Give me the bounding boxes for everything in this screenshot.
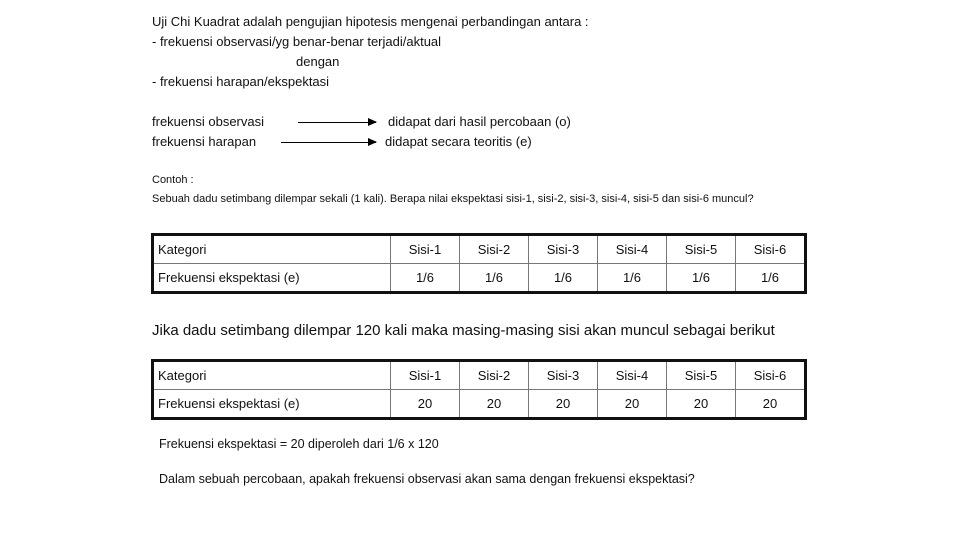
expected-frequency-table-single (151, 233, 807, 294)
table-cell: Frekuensi ekspektasi (e) (153, 264, 391, 293)
table-cell: 20 (598, 390, 667, 419)
table-cell: Sisi-2 (460, 361, 529, 390)
table-header-row (153, 361, 806, 390)
intro-line-2: - frekuensi observasi/yg benar-benar terjadi/aktual (152, 34, 442, 49)
term-observed: frekuensi observasi (152, 114, 264, 129)
table-cell: 20 (529, 390, 598, 419)
table-cell: Kategori (153, 235, 391, 264)
table-cell: Sisi-3 (529, 235, 598, 264)
table-cell: 1/6 (391, 264, 460, 293)
table-cell: 1/6 (736, 264, 806, 293)
table-header-row (153, 235, 806, 264)
table-cell: Sisi-5 (667, 235, 736, 264)
table-cell: 1/6 (529, 264, 598, 293)
intro-text (152, 12, 589, 92)
expected-frequency-table-120 (151, 359, 807, 420)
table-cell: 1/6 (598, 264, 667, 293)
table-cell: Sisi-1 (391, 361, 460, 390)
table-cell: Sisi-1 (391, 235, 460, 264)
meaning-observed: didapat dari hasil percobaan (o) (388, 114, 571, 129)
table-cell: Sisi-4 (598, 361, 667, 390)
term-expected: frekuensi harapan (152, 134, 257, 149)
table-cell: Sisi-6 (736, 361, 806, 390)
table-cell: Sisi-5 (667, 361, 736, 390)
table-cell: 20 (391, 390, 460, 419)
intro-line-3: dengan (296, 54, 340, 69)
meaning-expected: didapat secara teoritis (e) (385, 134, 532, 149)
closing-question: Dalam sebuah percobaan, apakah frekuensi observasi akan sama dengan frekuensi ekspektasi? (159, 472, 695, 486)
example-label: Contoh : (152, 174, 194, 186)
table-cell: Sisi-3 (529, 361, 598, 390)
table-cell: Sisi-2 (460, 235, 529, 264)
table-row (153, 390, 806, 419)
intro-line-1: Uji Chi Kuadrat adalah pengujian hipotesis mengenai perbandingan antara : (152, 14, 589, 29)
table-cell: Sisi-4 (598, 235, 667, 264)
table-cell: Kategori (153, 361, 391, 390)
example-question: Sebuah dadu setimbang dilempar sekali (1 kali). Berapa nilai ekspektasi sisi-1, sisi-2, sisi-3, sisi-4, sisi-5 dan sisi-6 muncul? (152, 193, 754, 205)
table-row (153, 264, 806, 293)
intro-line-4: - frekuensi harapan/ekspektasi (152, 74, 330, 89)
paragraph-120-throws: Jika dadu setimbang dilempar 120 kali maka masing-masing sisi akan muncul sebagai berikut (152, 322, 775, 339)
table-cell: 1/6 (460, 264, 529, 293)
table-cell: 20 (736, 390, 806, 419)
table-cell: 1/6 (667, 264, 736, 293)
calculation-note: Frekuensi ekspektasi = 20 diperoleh dari 1/6 x 120 (159, 437, 439, 451)
table-cell: 20 (667, 390, 736, 419)
arrow-right-icon (281, 142, 376, 143)
arrow-right-icon (298, 122, 376, 123)
table-cell: Sisi-6 (736, 235, 806, 264)
table-cell: Frekuensi ekspektasi (e) (153, 390, 391, 419)
table-cell: 20 (460, 390, 529, 419)
